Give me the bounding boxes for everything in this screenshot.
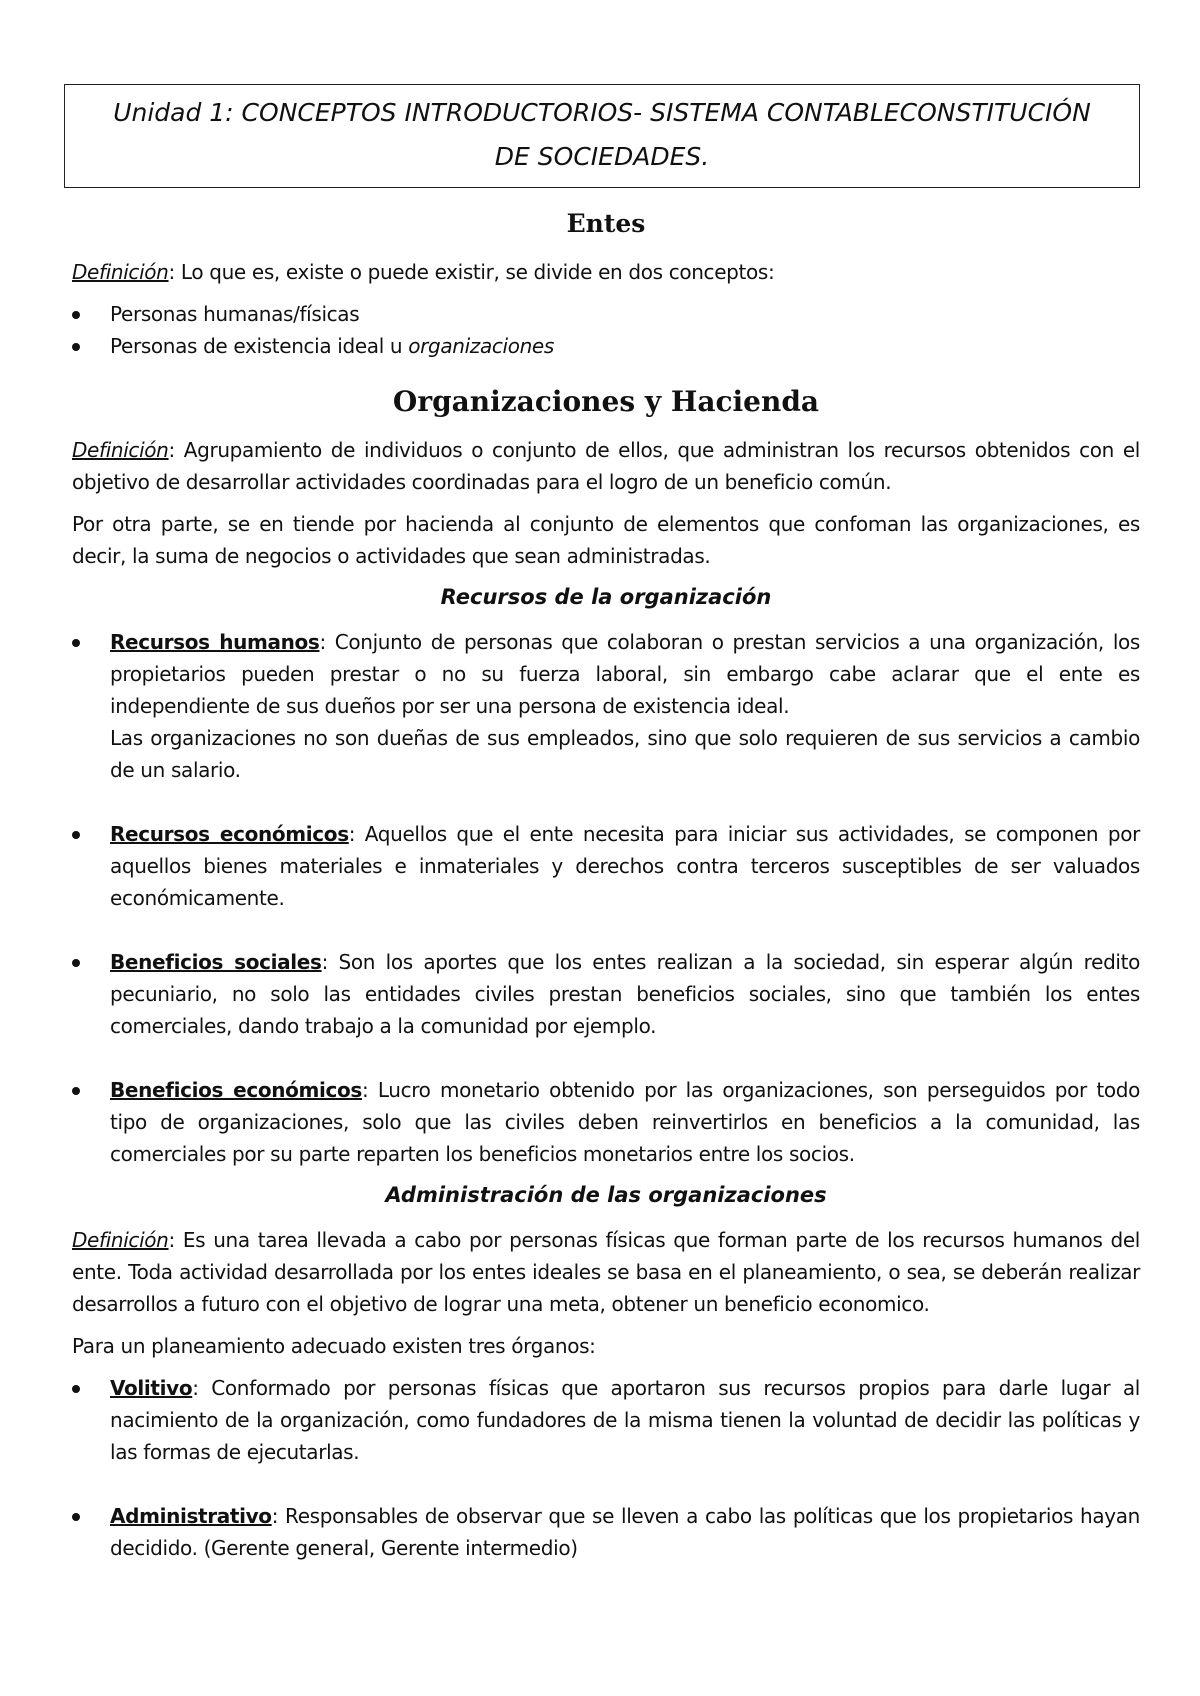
entes-definition (72, 256, 1140, 288)
list-item: Administrativo: Responsables de observar que se lleven a cabo las políticas que los propietarios hayan decidido. (Gerente general, Gerente intermedio) (72, 1500, 1140, 1564)
term-label: Beneficios económicos (110, 1078, 362, 1102)
bullet-icon (72, 1385, 80, 1393)
definition-label: Definición (72, 438, 169, 462)
term-label: Recursos humanos (110, 630, 320, 654)
list-item: Volitivo: Conformado por personas físicas que aportaron sus recursos propios para darle lugar al nacimiento de la organización, como fundadores de la misma tienen la voluntad de decidir las políticas y las formas de ejecutarlas. (72, 1372, 1140, 1468)
bullet-icon (72, 343, 80, 351)
term-label: Beneficios sociales (110, 950, 322, 974)
bullet-icon (72, 1087, 80, 1095)
recursos-list (72, 626, 1140, 1170)
bullet-icon (72, 831, 80, 839)
entes-list (72, 298, 1140, 362)
term-label: Administrativo (110, 1504, 272, 1528)
list-item: Recursos económicos: Aquellos que el ente necesita para iniciar sus actividades, se componen por aquellos bienes materiales e inmateriales y derechos contra terceros susceptibles de ser valuados económicamente. (72, 818, 1140, 914)
bullet-icon (72, 639, 80, 647)
term-label: Volitivo (110, 1376, 193, 1400)
bullet-icon (72, 311, 80, 319)
organos-intro: Para un planeamiento adecuado existen tres órganos: (72, 1334, 596, 1358)
organizaciones-definition (72, 434, 1140, 498)
title-line-2: DE SOCIEDADES. (494, 142, 710, 171)
title-box (64, 84, 1140, 188)
administracion-definition (72, 1224, 1140, 1320)
list-item: Personas de existencia ideal u organizaciones (72, 330, 1140, 362)
heading-entes: Entes (566, 209, 646, 238)
organos-list (72, 1372, 1140, 1564)
heading-organizaciones: Organizaciones y Hacienda (392, 385, 820, 418)
term-label: Recursos económicos (110, 822, 349, 846)
definition-label: Definición (72, 260, 169, 284)
document-page (72, 84, 1140, 1574)
heading-administracion: Administración de las organizaciones (385, 1183, 827, 1207)
title-line-1: Unidad 1: CONCEPTOS INTRODUCTORIOS- SISTEMA CONTABLECONSTITUCIÓN (113, 98, 1091, 127)
hacienda-paragraph: Por otra parte, se en tiende por hacienda al conjunto de elementos que confoman las organizaciones, es decir, la suma de negocios o actividades que sean administradas. (72, 512, 1140, 568)
definition-text: : Es una tarea llevada a cabo por personas físicas que forman parte de los recursos humanos del ente. Toda actividad desarrollada por los entes ideales se basa en el planeamiento, o sea, se deberán realizar desarrollos a futuro con el objetivo de lograr una meta, obtener un beneficio economico. (72, 1228, 1140, 1316)
list-item: Personas humanas/físicas (72, 298, 1140, 330)
list-item: Beneficios económicos: Lucro monetario obtenido por las organizaciones, son perseguidos por todo tipo de organizaciones, solo que las civiles deben reinvertirlos en beneficios a la comunidad, las comerciales por su parte reparten los beneficios monetarios entre los socios. (72, 1074, 1140, 1170)
list-item: Beneficios sociales: Son los aportes que los entes realizan a la sociedad, sin esperar algún redito pecuniario, no solo las entidades civiles prestan beneficios sociales, sino que también los entes comerciales, dando trabajo a la comunidad por ejemplo. (72, 946, 1140, 1042)
definition-text: : Agrupamiento de individuos o conjunto de ellos, que administran los recursos obtenidos con el objetivo de desarrollar actividades coordinadas para el logro de un beneficio común. (72, 438, 1140, 494)
definition-text: : Lo que es, existe o puede existir, se divide en dos conceptos: (168, 260, 775, 284)
bullet-icon (72, 1513, 80, 1521)
heading-recursos: Recursos de la organización (440, 585, 772, 609)
bullet-icon (72, 959, 80, 967)
list-item: Recursos humanos: Conjunto de personas que colaboran o prestan servicios a una organización, los propietarios pueden prestar o no su fuerza laboral, sin embargo cabe aclarar que el ente es independiente de sus dueños por ser una persona de existencia ideal. Las organizaciones no son dueñas de sus empleados, sino que solo requieren de sus servicios a cambio de un salario. (72, 626, 1140, 786)
definition-label: Definición (72, 1228, 169, 1252)
